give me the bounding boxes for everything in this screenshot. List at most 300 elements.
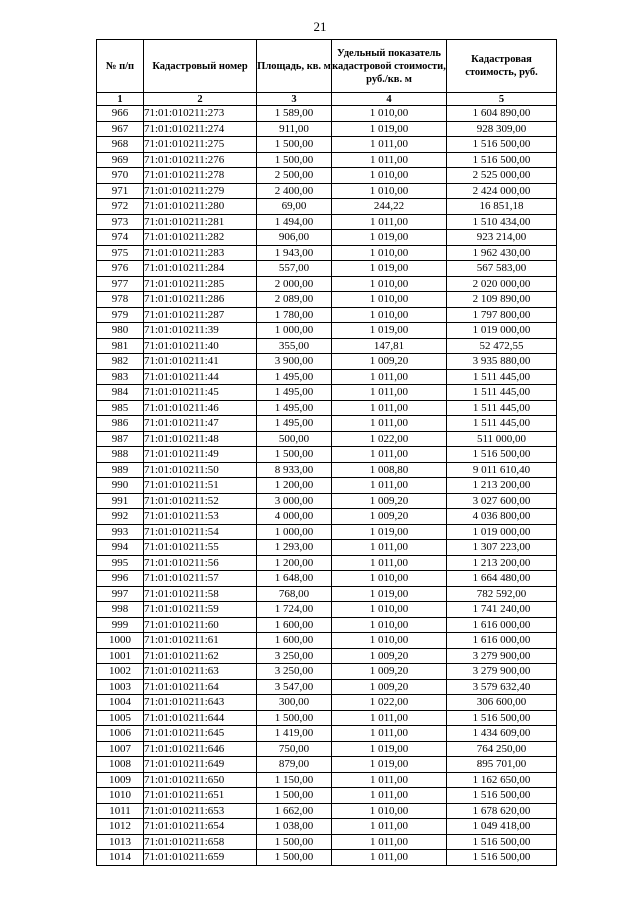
row-number-cell: 975	[97, 245, 144, 261]
cadastral-number-cell: 71:01:010211:59	[144, 602, 257, 618]
table-row	[97, 354, 557, 370]
cadastral-number-cell: 71:01:010211:63	[144, 664, 257, 680]
cadastral-value-cell: 3 935 880,00	[447, 354, 557, 370]
table-row	[97, 462, 557, 478]
specific-value-cell: 1 011,00	[332, 400, 447, 416]
cadastral-value-cell: 928 309,00	[447, 121, 557, 137]
cadastral-value-cell: 3 279 900,00	[447, 648, 557, 664]
cadastral-number-cell: 71:01:010211:273	[144, 106, 257, 122]
cadastral-value-cell: 16 851,18	[447, 199, 557, 215]
cadastral-number-cell: 71:01:010211:644	[144, 710, 257, 726]
area-cell: 1 495,00	[257, 385, 332, 401]
table-row	[97, 261, 557, 277]
table-row	[97, 664, 557, 680]
cadastral-number-cell: 71:01:010211:39	[144, 323, 257, 339]
area-cell: 1 500,00	[257, 710, 332, 726]
area-cell: 69,00	[257, 199, 332, 215]
cadastral-number-cell: 71:01:010211:645	[144, 726, 257, 742]
table-row	[97, 369, 557, 385]
cadastral-number-cell: 71:01:010211:56	[144, 555, 257, 571]
area-cell: 2 089,00	[257, 292, 332, 308]
table-row	[97, 803, 557, 819]
specific-value-cell: 244,22	[332, 199, 447, 215]
table-row	[97, 307, 557, 323]
row-number-cell: 971	[97, 183, 144, 199]
cadastral-number-cell: 71:01:010211:646	[144, 741, 257, 757]
area-cell: 3 547,00	[257, 679, 332, 695]
row-number-cell: 976	[97, 261, 144, 277]
row-number-cell: 995	[97, 555, 144, 571]
row-number-cell: 1002	[97, 664, 144, 680]
row-number-cell: 989	[97, 462, 144, 478]
cadastral-number-cell: 71:01:010211:64	[144, 679, 257, 695]
cadastral-number-cell: 71:01:010211:285	[144, 276, 257, 292]
specific-value-cell: 1 009,20	[332, 664, 447, 680]
table-row	[97, 509, 557, 525]
header-specific-value: Удельный показатель кадастровой стоимости, руб./кв. м	[332, 40, 447, 93]
table-row	[97, 648, 557, 664]
specific-value-cell: 1 009,20	[332, 354, 447, 370]
cadastral-value-cell: 306 600,00	[447, 695, 557, 711]
table-row	[97, 834, 557, 850]
cadastral-number-cell: 71:01:010211:57	[144, 571, 257, 587]
cadastral-number-cell: 71:01:010211:58	[144, 586, 257, 602]
cadastral-value-cell: 1 511 445,00	[447, 385, 557, 401]
cadastral-value-cell: 1 516 500,00	[447, 788, 557, 804]
table-row	[97, 276, 557, 292]
cadastral-value-cell: 895 701,00	[447, 757, 557, 773]
area-cell: 3 250,00	[257, 648, 332, 664]
cadastral-number-cell: 71:01:010211:62	[144, 648, 257, 664]
cadastral-value-cell: 511 000,00	[447, 431, 557, 447]
area-cell: 2 400,00	[257, 183, 332, 199]
column-number: 2	[144, 93, 257, 106]
row-number-cell: 968	[97, 137, 144, 153]
row-number-cell: 973	[97, 214, 144, 230]
cadastral-number-cell: 71:01:010211:653	[144, 803, 257, 819]
cadastral-value-cell: 567 583,00	[447, 261, 557, 277]
area-cell: 1 724,00	[257, 602, 332, 618]
cadastral-value-cell: 1 162 650,00	[447, 772, 557, 788]
column-number: 1	[97, 93, 144, 106]
specific-value-cell: 1 011,00	[332, 137, 447, 153]
row-number-cell: 982	[97, 354, 144, 370]
cadastral-number-cell: 71:01:010211:654	[144, 819, 257, 835]
specific-value-cell: 1 011,00	[332, 214, 447, 230]
cadastral-value-cell: 764 250,00	[447, 741, 557, 757]
area-cell: 1 600,00	[257, 617, 332, 633]
specific-value-cell: 1 011,00	[332, 385, 447, 401]
area-cell: 1 780,00	[257, 307, 332, 323]
header-cadastral-number: Кадастровый номер	[144, 40, 257, 93]
cadastral-value-cell: 1 019 000,00	[447, 323, 557, 339]
cadastral-value-cell: 2 525 000,00	[447, 168, 557, 184]
cadastral-value-cell: 2 424 000,00	[447, 183, 557, 199]
row-number-cell: 972	[97, 199, 144, 215]
area-cell: 1 495,00	[257, 400, 332, 416]
table-row	[97, 168, 557, 184]
specific-value-cell: 1 011,00	[332, 772, 447, 788]
specific-value-cell: 1 011,00	[332, 819, 447, 835]
cadastral-value-cell: 1 516 500,00	[447, 447, 557, 463]
row-number-cell: 1000	[97, 633, 144, 649]
cadastral-number-cell: 71:01:010211:61	[144, 633, 257, 649]
row-number-cell: 979	[97, 307, 144, 323]
area-cell: 1 293,00	[257, 540, 332, 556]
cadastral-number-cell: 71:01:010211:45	[144, 385, 257, 401]
cadastral-value-cell: 2 109 890,00	[447, 292, 557, 308]
cadastral-number-cell: 71:01:010211:280	[144, 199, 257, 215]
cadastral-number-cell: 71:01:010211:274	[144, 121, 257, 137]
area-cell: 1 648,00	[257, 571, 332, 587]
row-number-cell: 1011	[97, 803, 144, 819]
cadastral-value-cell: 923 214,00	[447, 230, 557, 246]
row-number-cell: 999	[97, 617, 144, 633]
area-cell: 1 662,00	[257, 803, 332, 819]
specific-value-cell: 1 011,00	[332, 850, 447, 866]
row-number-cell: 1009	[97, 772, 144, 788]
row-number-cell: 994	[97, 540, 144, 556]
cadastral-number-cell: 71:01:010211:49	[144, 447, 257, 463]
area-cell: 500,00	[257, 431, 332, 447]
area-cell: 557,00	[257, 261, 332, 277]
area-cell: 8 933,00	[257, 462, 332, 478]
table-row	[97, 788, 557, 804]
row-number-cell: 967	[97, 121, 144, 137]
table-row	[97, 710, 557, 726]
area-cell: 768,00	[257, 586, 332, 602]
specific-value-cell: 1 011,00	[332, 369, 447, 385]
row-number-cell: 1003	[97, 679, 144, 695]
cadastral-value-cell: 4 036 800,00	[447, 509, 557, 525]
cadastral-value-cell: 1 516 500,00	[447, 834, 557, 850]
area-cell: 1 500,00	[257, 788, 332, 804]
table-row	[97, 183, 557, 199]
header-cadastral-value: Кадастровая стоимость, руб.	[447, 40, 557, 93]
specific-value-cell: 1 019,00	[332, 524, 447, 540]
row-number-cell: 978	[97, 292, 144, 308]
table-row	[97, 757, 557, 773]
cadastral-number-cell: 71:01:010211:649	[144, 757, 257, 773]
table-row	[97, 385, 557, 401]
specific-value-cell: 1 010,00	[332, 183, 447, 199]
specific-value-cell: 1 010,00	[332, 571, 447, 587]
cadastral-value-cell: 1 213 200,00	[447, 478, 557, 494]
row-number-cell: 1001	[97, 648, 144, 664]
table-row	[97, 772, 557, 788]
area-cell: 1 000,00	[257, 323, 332, 339]
table-row	[97, 152, 557, 168]
table-row	[97, 602, 557, 618]
cadastral-number-cell: 71:01:010211:659	[144, 850, 257, 866]
cadastral-value-cell: 1 213 200,00	[447, 555, 557, 571]
cadastral-number-cell: 71:01:010211:275	[144, 137, 257, 153]
specific-value-cell: 1 011,00	[332, 540, 447, 556]
column-number-row	[97, 93, 557, 106]
cadastral-value-cell: 3 027 600,00	[447, 493, 557, 509]
cadastral-value-cell: 1 516 500,00	[447, 137, 557, 153]
area-cell: 1 500,00	[257, 137, 332, 153]
table-row	[97, 741, 557, 757]
row-number-cell: 985	[97, 400, 144, 416]
table-header	[97, 40, 557, 106]
cadastral-number-cell: 71:01:010211:284	[144, 261, 257, 277]
cadastral-value-cell: 2 020 000,00	[447, 276, 557, 292]
row-number-cell: 987	[97, 431, 144, 447]
specific-value-cell: 1 010,00	[332, 633, 447, 649]
area-cell: 300,00	[257, 695, 332, 711]
specific-value-cell: 1 009,20	[332, 679, 447, 695]
specific-value-cell: 1 009,20	[332, 509, 447, 525]
table-row	[97, 695, 557, 711]
area-cell: 1 943,00	[257, 245, 332, 261]
header-row-number: № п/п	[97, 40, 144, 93]
cadastral-value-cell: 1 664 480,00	[447, 571, 557, 587]
row-number-cell: 992	[97, 509, 144, 525]
table-row	[97, 106, 557, 122]
table-body	[97, 106, 557, 866]
table-row	[97, 633, 557, 649]
row-number-cell: 986	[97, 416, 144, 432]
area-cell: 879,00	[257, 757, 332, 773]
specific-value-cell: 1 009,20	[332, 648, 447, 664]
row-number-cell: 1005	[97, 710, 144, 726]
row-number-cell: 1006	[97, 726, 144, 742]
specific-value-cell: 1 010,00	[332, 617, 447, 633]
table-row	[97, 245, 557, 261]
cadastral-number-cell: 71:01:010211:44	[144, 369, 257, 385]
specific-value-cell: 1 008,80	[332, 462, 447, 478]
table-row	[97, 338, 557, 354]
specific-value-cell: 1 009,20	[332, 493, 447, 509]
specific-value-cell: 1 019,00	[332, 586, 447, 602]
cadastral-number-cell: 71:01:010211:48	[144, 431, 257, 447]
column-number: 5	[447, 93, 557, 106]
cadastral-value-cell: 1 741 240,00	[447, 602, 557, 618]
cadastral-value-cell: 1 616 000,00	[447, 617, 557, 633]
cadastral-value-cell: 782 592,00	[447, 586, 557, 602]
cadastral-number-cell: 71:01:010211:50	[144, 462, 257, 478]
area-cell: 1 500,00	[257, 850, 332, 866]
cadastral-value-cell: 1 511 445,00	[447, 369, 557, 385]
specific-value-cell: 1 011,00	[332, 152, 447, 168]
row-number-cell: 983	[97, 369, 144, 385]
cadastral-number-cell: 71:01:010211:650	[144, 772, 257, 788]
cadastral-number-cell: 71:01:010211:658	[144, 834, 257, 850]
specific-value-cell: 1 010,00	[332, 276, 447, 292]
table-row	[97, 679, 557, 695]
table-row	[97, 447, 557, 463]
table-row	[97, 230, 557, 246]
area-cell: 2 500,00	[257, 168, 332, 184]
row-number-cell: 997	[97, 586, 144, 602]
cadastral-value-cell: 1 516 500,00	[447, 152, 557, 168]
row-number-cell: 996	[97, 571, 144, 587]
column-number: 3	[257, 93, 332, 106]
specific-value-cell: 1 010,00	[332, 803, 447, 819]
area-cell: 1 500,00	[257, 152, 332, 168]
table-row	[97, 323, 557, 339]
table-row	[97, 478, 557, 494]
header-area: Площадь, кв. м	[257, 40, 332, 93]
specific-value-cell: 1 019,00	[332, 323, 447, 339]
cadastral-number-cell: 71:01:010211:283	[144, 245, 257, 261]
page-number: 21	[313, 19, 327, 34]
table-row	[97, 121, 557, 137]
specific-value-cell: 1 010,00	[332, 245, 447, 261]
area-cell: 906,00	[257, 230, 332, 246]
area-cell: 4 000,00	[257, 509, 332, 525]
cadastral-number-cell: 71:01:010211:53	[144, 509, 257, 525]
row-number-cell: 977	[97, 276, 144, 292]
specific-value-cell: 1 011,00	[332, 834, 447, 850]
row-number-cell: 990	[97, 478, 144, 494]
table-row	[97, 540, 557, 556]
row-number-cell: 1013	[97, 834, 144, 850]
cadastral-value-cell: 1 616 000,00	[447, 633, 557, 649]
header-row	[97, 40, 557, 93]
row-number-cell: 980	[97, 323, 144, 339]
cadastral-number-cell: 71:01:010211:643	[144, 695, 257, 711]
specific-value-cell: 1 010,00	[332, 168, 447, 184]
row-number-cell: 1004	[97, 695, 144, 711]
specific-value-cell: 1 019,00	[332, 741, 447, 757]
cadastral-number-cell: 71:01:010211:279	[144, 183, 257, 199]
cadastral-number-cell: 71:01:010211:41	[144, 354, 257, 370]
table-row	[97, 555, 557, 571]
row-number-cell: 984	[97, 385, 144, 401]
table-row	[97, 400, 557, 416]
area-cell: 3 250,00	[257, 664, 332, 680]
cadastral-value-cell: 1 516 500,00	[447, 710, 557, 726]
table-row	[97, 819, 557, 835]
area-cell: 911,00	[257, 121, 332, 137]
cadastral-value-cell: 3 279 900,00	[447, 664, 557, 680]
cadastral-value-cell: 1 049 418,00	[447, 819, 557, 835]
cadastral-value-cell: 1 678 620,00	[447, 803, 557, 819]
cadastral-value-cell: 1 511 445,00	[447, 400, 557, 416]
area-cell: 3 000,00	[257, 493, 332, 509]
table-row	[97, 137, 557, 153]
table-row	[97, 850, 557, 866]
area-cell: 1 589,00	[257, 106, 332, 122]
cadastral-value-cell: 9 011 610,40	[447, 462, 557, 478]
row-number-cell: 969	[97, 152, 144, 168]
cadastral-number-cell: 71:01:010211:55	[144, 540, 257, 556]
cadastral-value-cell: 1 797 800,00	[447, 307, 557, 323]
table-row	[97, 292, 557, 308]
row-number-cell: 1008	[97, 757, 144, 773]
cadastral-number-cell: 71:01:010211:281	[144, 214, 257, 230]
table-row	[97, 431, 557, 447]
area-cell: 1 200,00	[257, 478, 332, 494]
area-cell: 1 500,00	[257, 834, 332, 850]
row-number-cell: 974	[97, 230, 144, 246]
cadastral-value-cell: 1 516 500,00	[447, 850, 557, 866]
row-number-cell: 966	[97, 106, 144, 122]
cadastral-number-cell: 71:01:010211:286	[144, 292, 257, 308]
area-cell: 1 495,00	[257, 369, 332, 385]
table-row	[97, 493, 557, 509]
area-cell: 355,00	[257, 338, 332, 354]
table-row	[97, 571, 557, 587]
cadastral-value-cell: 52 472,55	[447, 338, 557, 354]
table-row	[97, 214, 557, 230]
column-number: 4	[332, 93, 447, 106]
specific-value-cell: 1 011,00	[332, 416, 447, 432]
cadastral-number-cell: 71:01:010211:40	[144, 338, 257, 354]
row-number-cell: 1014	[97, 850, 144, 866]
cadastral-number-cell: 71:01:010211:54	[144, 524, 257, 540]
area-cell: 1 495,00	[257, 416, 332, 432]
cadastral-number-cell: 71:01:010211:52	[144, 493, 257, 509]
cadastral-number-cell: 71:01:010211:60	[144, 617, 257, 633]
cadastral-number-cell: 71:01:010211:47	[144, 416, 257, 432]
specific-value-cell: 1 011,00	[332, 478, 447, 494]
row-number-cell: 988	[97, 447, 144, 463]
area-cell: 1 419,00	[257, 726, 332, 742]
specific-value-cell: 1 019,00	[332, 757, 447, 773]
row-number-cell: 993	[97, 524, 144, 540]
cadastral-value-cell: 1 962 430,00	[447, 245, 557, 261]
cadastral-number-cell: 71:01:010211:51	[144, 478, 257, 494]
cadastral-number-cell: 71:01:010211:282	[144, 230, 257, 246]
cadastral-value-cell: 1 510 434,00	[447, 214, 557, 230]
row-number-cell: 998	[97, 602, 144, 618]
cadastral-value-cell: 1 511 445,00	[447, 416, 557, 432]
row-number-cell: 970	[97, 168, 144, 184]
table-row	[97, 524, 557, 540]
cadastral-number-cell: 71:01:010211:287	[144, 307, 257, 323]
cadastral-value-cell: 1 019 000,00	[447, 524, 557, 540]
table-row	[97, 726, 557, 742]
row-number-cell: 1007	[97, 741, 144, 757]
area-cell: 1 600,00	[257, 633, 332, 649]
area-cell: 750,00	[257, 741, 332, 757]
specific-value-cell: 1 022,00	[332, 431, 447, 447]
area-cell: 1 500,00	[257, 447, 332, 463]
specific-value-cell: 147,81	[332, 338, 447, 354]
cadastral-number-cell: 71:01:010211:278	[144, 168, 257, 184]
area-cell: 1 200,00	[257, 555, 332, 571]
cadastral-value-cell: 3 579 632,40	[447, 679, 557, 695]
specific-value-cell: 1 022,00	[332, 695, 447, 711]
specific-value-cell: 1 010,00	[332, 602, 447, 618]
specific-value-cell: 1 011,00	[332, 447, 447, 463]
row-number-cell: 1010	[97, 788, 144, 804]
cadastral-number-cell: 71:01:010211:46	[144, 400, 257, 416]
area-cell: 1 038,00	[257, 819, 332, 835]
table-row	[97, 416, 557, 432]
table-row	[97, 586, 557, 602]
specific-value-cell: 1 019,00	[332, 121, 447, 137]
specific-value-cell: 1 011,00	[332, 726, 447, 742]
specific-value-cell: 1 011,00	[332, 555, 447, 571]
cadastral-value-cell: 1 307 223,00	[447, 540, 557, 556]
cadastre-table	[96, 39, 557, 866]
specific-value-cell: 1 019,00	[332, 230, 447, 246]
area-cell: 1 000,00	[257, 524, 332, 540]
row-number-cell: 981	[97, 338, 144, 354]
cadastral-value-cell: 1 604 890,00	[447, 106, 557, 122]
specific-value-cell: 1 010,00	[332, 292, 447, 308]
specific-value-cell: 1 011,00	[332, 710, 447, 726]
specific-value-cell: 1 010,00	[332, 307, 447, 323]
table-row	[97, 617, 557, 633]
cadastral-value-cell: 1 434 609,00	[447, 726, 557, 742]
cadastral-number-cell: 71:01:010211:651	[144, 788, 257, 804]
area-cell: 1 494,00	[257, 214, 332, 230]
